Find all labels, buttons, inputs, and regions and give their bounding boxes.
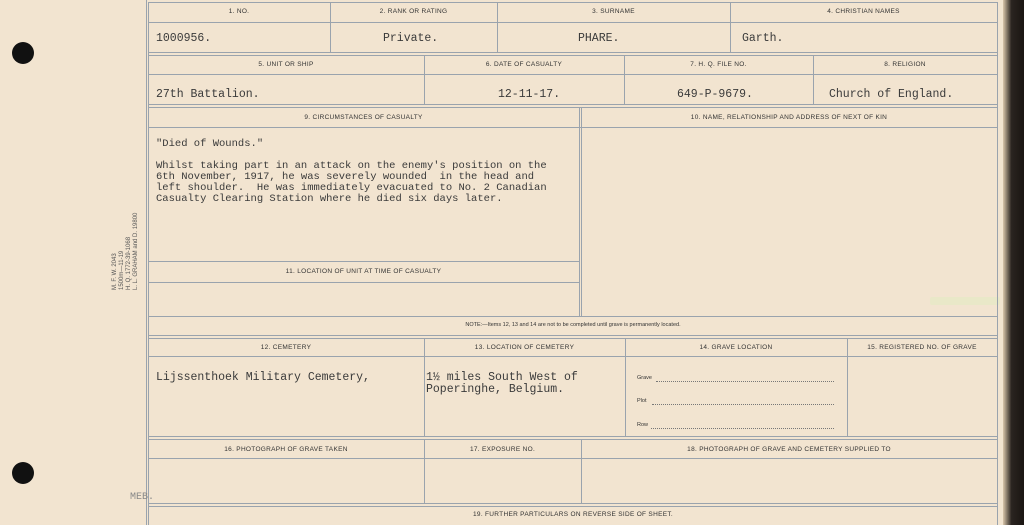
circumstances-line-2: 6th November, 1917, he was severely wounded in the head and [156,171,535,183]
rank-value: Private. [383,32,439,45]
header-religion: 8. RELIGION [884,61,926,68]
header-registered-no: 15. REGISTERED NO. OF GRAVE [867,344,977,351]
header-exposure: 17. EXPOSURE NO. [469,446,536,453]
header-unit: 5. UNIT OR SHIP [258,61,314,68]
punch-hole-top [12,42,34,64]
christian-names-value: Garth. [742,32,784,45]
header-location-of-cemetery: 13. LOCATION OF CEMETERY [474,344,575,351]
grave-label: Grave [637,375,652,381]
cemetery-value: Lijssenthoek Military Cemetery, [156,371,370,384]
header-next-of-kin: 10. NAME, RELATIONSHIP AND ADDRESS OF NEXT OF KIN [690,114,888,121]
file-number-value: 649-P-9679. [677,88,753,101]
header-location-of-unit: 11. LOCATION OF UNIT AT TIME OF CASUALTY [285,268,442,275]
margin-print-note: M. F. W. 2043 1500m—11-19 H. Q. 1772-39-1068 L. L. GRAHAM and D. 19800 [112,212,139,290]
header-circumstances: 9. CIRCUMSTANCES OF CASUALTY [304,114,423,121]
religion-value: Church of England. [829,88,954,101]
header-photo-supplied: 18. PHOTOGRAPH OF GRAVE AND CEMETERY SUPPLIED TO [687,446,891,453]
header-further-particulars: 19. FURTHER PARTICULARS ON REVERSE SIDE OF SHEET. [473,511,673,518]
plot-label: Plot [637,398,647,404]
header-surname: 3. SURNAME [592,8,635,15]
header-christian-names: 4. CHRISTIAN NAMES [827,8,900,15]
card-edge [1003,0,1024,525]
header-rank: 2. RANK OR RATING [379,8,448,15]
circumstances-title: "Died of Wounds." [156,138,264,150]
header-date: 6. DATE OF CASUALTY [485,61,563,68]
clerk-initials: MEB. [130,492,155,503]
service-number: 1000956. [156,32,212,45]
circumstances-line-3: left shoulder. He was immediately evacuated to No. 2 Canadian [156,182,547,194]
unit-value: 27th Battalion. [156,88,260,101]
header-no: 1. NO. [228,8,250,15]
circumstances-line-1: Whilst taking part in an attack on the enemy's position on the [156,160,547,172]
header-file: 7. H. Q. FILE NO. [690,61,747,68]
surname-value: PHARE. [578,32,620,45]
date-value: 12-11-17. [498,88,561,101]
cemetery-location-line-2: Poperinghe, Belgium. [426,383,565,396]
row-label: Row [637,422,649,428]
cemetery-location-line-1: 1½ miles South West of [426,371,578,384]
note-text: NOTE:—Items 12, 13 and 14 are not to be completed until grave is permanently located. [465,322,681,328]
circumstances-line-4: Casualty Clearing Station where he died six days later. [156,193,503,205]
header-grave-location: 14. GRAVE LOCATION [699,344,773,351]
header-cemetery: 12. CEMETERY [260,344,312,351]
header-photo-taken: 16. PHOTOGRAPH OF GRAVE TAKEN [224,446,348,453]
punch-hole-bottom [12,462,34,484]
